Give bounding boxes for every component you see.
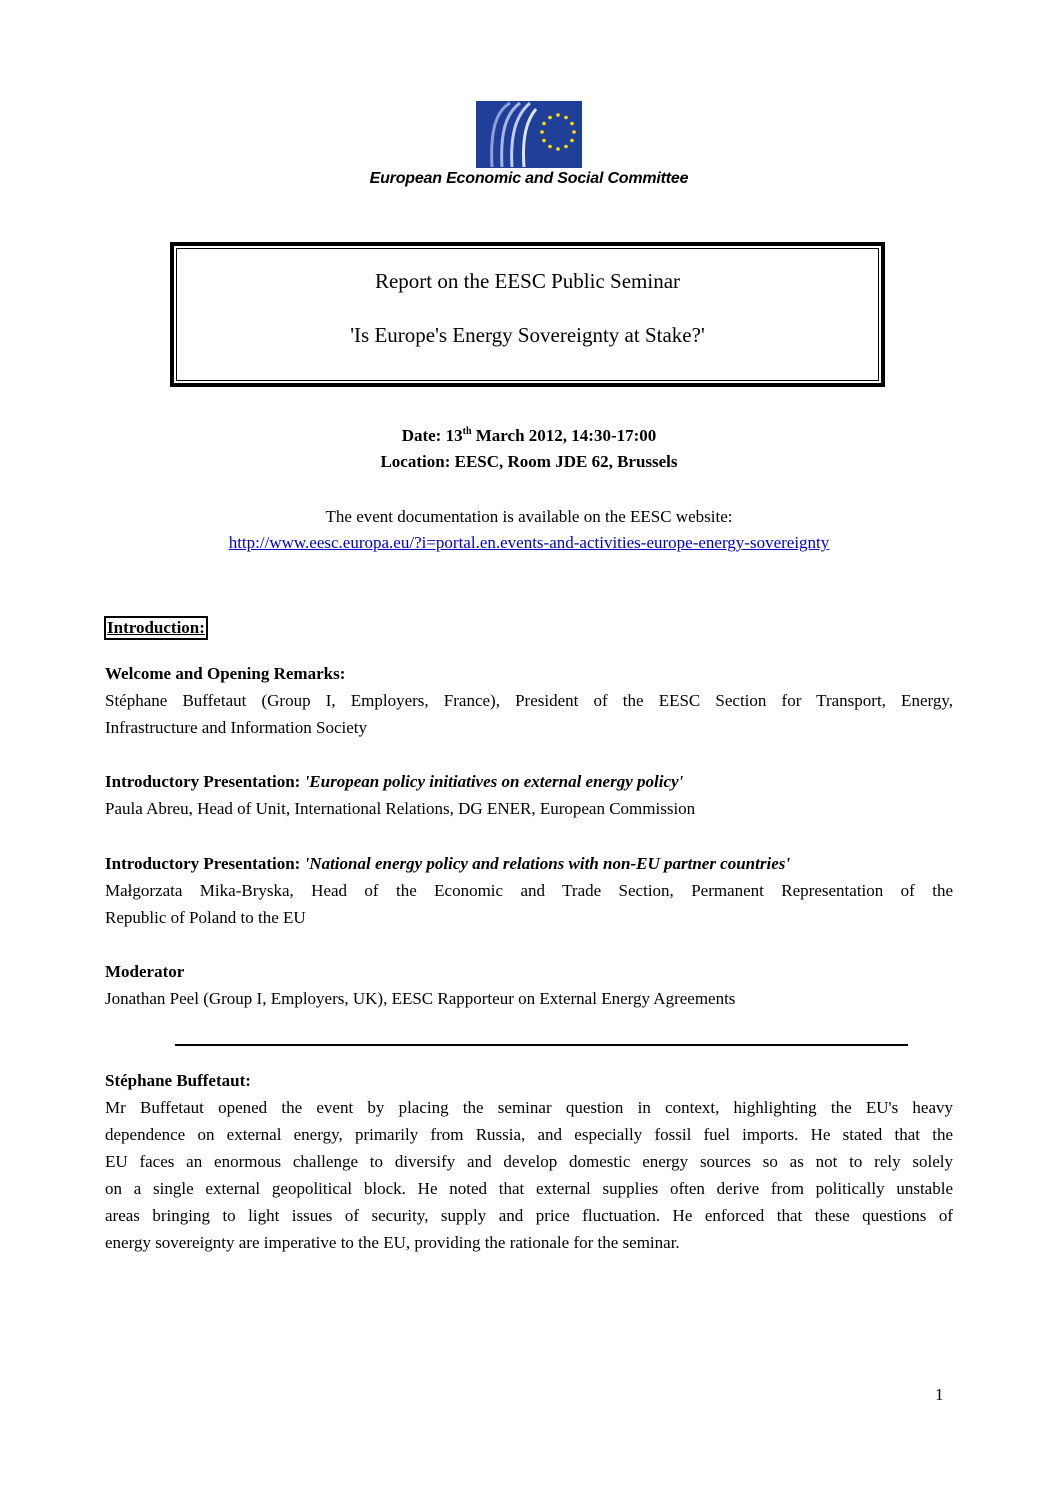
- buffetaut-section: [105, 1067, 953, 1256]
- paragraph-line: Mr Buffetaut opened the event by placing the seminar question in context, highlighting the EU's heavy: [105, 1098, 953, 1117]
- intro-presentation-1: [105, 768, 953, 822]
- section-divider: [175, 1044, 908, 1046]
- section-label: Introductory Presentation:: [105, 772, 301, 791]
- title-box: [170, 242, 885, 387]
- event-date: [0, 426, 1058, 446]
- moderator-section: [105, 958, 953, 1012]
- page-number: 1: [935, 1385, 944, 1404]
- presentation-title: 'European policy initiatives on external energy policy': [304, 772, 684, 791]
- date-suffix: March 2012, 14:30-17:00: [471, 426, 657, 445]
- presentation-title: 'National energy policy and relations with non-EU partner countries': [304, 854, 791, 873]
- section-line: Małgorzata Mika-Bryska, Head of the Economic and Trade Section, Permanent Representation of the: [105, 881, 953, 900]
- welcome-section: [105, 660, 953, 741]
- title-box-inner-border: [176, 248, 879, 381]
- section-line: Republic of Poland to the EU: [105, 908, 306, 927]
- report-title: Report on the EESC Public Seminar: [374, 269, 681, 293]
- section-label: Introductory Presentation:: [105, 854, 301, 873]
- paragraph-line: energy sovereignty are imperative to the EU, providing the rationale for the seminar.: [105, 1233, 680, 1252]
- paragraph-line: EU faces an enormous challenge to diversify and develop domestic energy sources so as not to rely solely: [105, 1152, 953, 1171]
- event-location: Location: EESC, Room JDE 62, Brussels: [380, 452, 678, 471]
- seminar-title: 'Is Europe's Energy Sovereignty at Stake?': [350, 323, 705, 347]
- organization-name: European Economic and Social Committee: [369, 170, 689, 187]
- intro-presentation-2: [105, 850, 953, 931]
- date-prefix: Date: 13: [401, 426, 463, 445]
- section-label: Moderator: [105, 962, 185, 981]
- section-line: Stéphane Buffetaut (Group I, Employers, France), President of the EESC Section for Transport, Energy,: [105, 691, 953, 710]
- paragraph-line: dependence on external energy, primarily from Russia, and especially fossil fuel imports. He stated that the: [105, 1125, 953, 1144]
- section-line: Paula Abreu, Head of Unit, International Relations, DG ENER, European Commission: [105, 799, 696, 818]
- paragraph-line: areas bringing to light issues of security, supply and price fluctuation. He enforced that these questions of: [105, 1206, 953, 1225]
- documentation-link[interactable]: http://www.eesc.europa.eu/?i=portal.en.events-and-activities-europe-energy-sovereignty: [228, 533, 830, 552]
- section-heading: Stéphane Buffetaut:: [105, 1071, 251, 1090]
- eesc-logo-icon: [476, 101, 582, 168]
- section-label: Welcome and Opening Remarks:: [105, 664, 346, 683]
- section-line: Infrastructure and Information Society: [105, 718, 367, 737]
- section-line: Jonathan Peel (Group I, Employers, UK), EESC Rapporteur on External Energy Agreements: [105, 989, 736, 1008]
- documentation-note: The event documentation is available on the EESC website:: [325, 507, 733, 526]
- introduction-heading: Introduction:: [104, 616, 208, 640]
- documentation-link-line: [0, 533, 1058, 553]
- date-superscript: th: [462, 426, 472, 437]
- paragraph-line: on a single external geopolitical block. He noted that external supplies often derive from politically unstable: [105, 1179, 953, 1198]
